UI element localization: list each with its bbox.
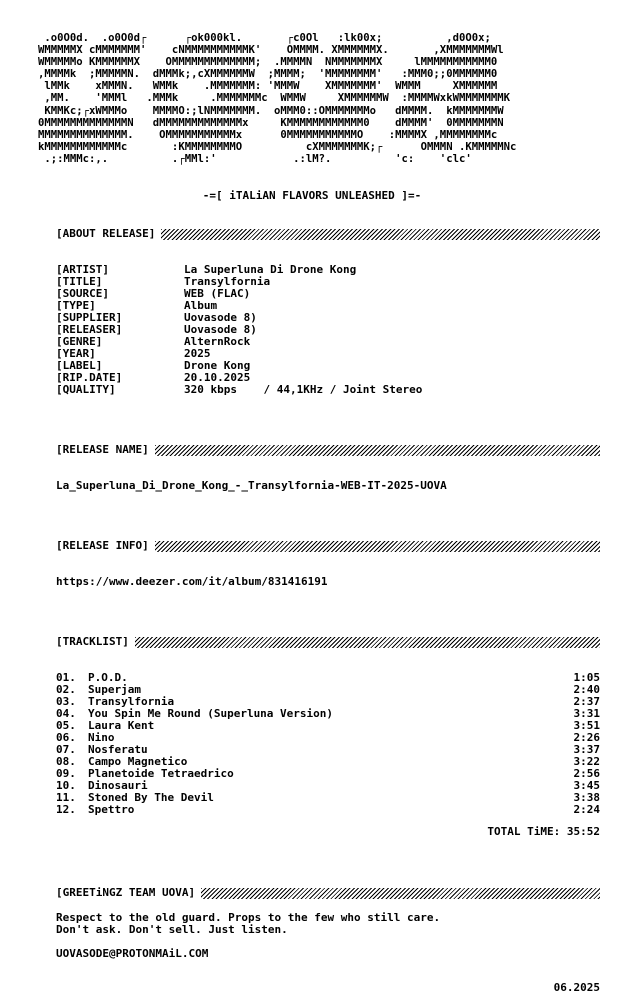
- field-key: [LABEL]: [56, 359, 103, 372]
- track-duration: 2:26: [573, 731, 600, 744]
- release-name-value: La_Superluna_Di_Drone_Kong_-_Transylfornia-WEB-IT-2025-UOVA: [56, 479, 447, 492]
- section-about-release: [56, 227, 600, 241]
- tagline: -=[ iTALiAN FLAVORS UNLEASHED ]=-: [202, 189, 422, 202]
- track-duration: 2:37: [573, 695, 600, 708]
- track-title: Spettro: [88, 803, 135, 816]
- field-value: La Superluna Di Drone Kong: [184, 263, 357, 276]
- contact-email: UOVASODE@PROTONMAiL.COM: [56, 947, 209, 960]
- field-key: [SOURCE]: [56, 287, 109, 300]
- track-title: Dinosauri: [88, 779, 148, 792]
- hatch-divider: [135, 637, 600, 648]
- track-number: 06.: [56, 731, 76, 744]
- track-title: Stoned By The Devil: [88, 791, 214, 804]
- field-key: [TITLE]: [56, 275, 103, 288]
- greeting-line-2: Don't ask. Don't sell. Just listen.: [56, 923, 288, 936]
- footer-date: 06.2025: [553, 981, 600, 994]
- field-type: [56, 300, 600, 312]
- track-number: 09.: [56, 767, 76, 780]
- field-artist: [56, 264, 600, 276]
- track-number: 05.: [56, 719, 76, 732]
- field-value: Uovasode 8): [184, 323, 257, 336]
- field-value: 20.10.2025: [184, 371, 251, 384]
- track-number: 04.: [56, 707, 76, 720]
- field-value: Album: [184, 299, 218, 312]
- hatch-divider: [161, 229, 600, 240]
- section-header: [TRACKLIST]: [56, 635, 129, 648]
- field-value: AlternRock: [184, 335, 251, 348]
- section-header: [ABOUT RELEASE]: [56, 227, 156, 240]
- field-key: [QUALITY]: [56, 383, 116, 396]
- field-releaser: [56, 324, 600, 336]
- track-title: Campo Magnetico: [88, 755, 188, 768]
- field-value: 320 kbps / 44,1KHz / Joint Stereo: [184, 383, 423, 396]
- release-info-link[interactable]: https://www.deezer.com/it/album/831416191: [56, 575, 328, 588]
- track-duration: 3:51: [573, 719, 600, 732]
- field-key: [TYPE]: [56, 299, 96, 312]
- hatch-divider: [201, 888, 600, 899]
- field-quality: [56, 384, 600, 396]
- track-number: 08.: [56, 755, 76, 768]
- field-genre: [56, 336, 600, 348]
- field-value: WEB (FLAC): [184, 287, 251, 300]
- track-number: 10.: [56, 779, 76, 792]
- track-duration: 3:45: [573, 779, 600, 792]
- track-duration: 3:31: [573, 707, 600, 720]
- track-duration: 2:24: [573, 803, 600, 816]
- section-header: [RELEASE NAME]: [56, 443, 149, 456]
- section-tracklist: [56, 635, 600, 649]
- field-key: [GENRE]: [56, 335, 103, 348]
- track-title: You Spin Me Round (Superluna Version): [88, 707, 334, 720]
- track-duration: 3:37: [573, 743, 600, 756]
- field-key: [RELEASER]: [56, 323, 123, 336]
- field-value: Uovasode 8): [184, 311, 257, 324]
- track-row: [56, 720, 600, 732]
- track-duration: 1:05: [573, 671, 600, 684]
- total-time: TOTAL TiME: 35:52: [487, 825, 600, 838]
- field-key: [RIP.DATE]: [56, 371, 123, 384]
- track-number: 02.: [56, 683, 76, 696]
- field-key: [SUPPLIER]: [56, 311, 123, 324]
- track-number: 01.: [56, 671, 76, 684]
- field-key: [YEAR]: [56, 347, 96, 360]
- track-duration: 3:38: [573, 791, 600, 804]
- section-header: [GREETiNGZ TEAM UOVA]: [56, 886, 196, 899]
- section-greetings: [56, 886, 600, 900]
- section-release-name: [56, 443, 600, 457]
- track-title: Superjam: [88, 683, 141, 696]
- track-title: Transylfornia: [88, 695, 175, 708]
- greeting-line-1: Respect to the old guard. Props to the few who still care.: [56, 911, 441, 924]
- track-number: 07.: [56, 743, 76, 756]
- hatch-divider: [155, 445, 600, 456]
- field-value: 2025: [184, 347, 211, 360]
- field-title: [56, 276, 600, 288]
- field-label: [56, 360, 600, 372]
- field-supplier: [56, 312, 600, 324]
- track-title: Laura Kent: [88, 719, 155, 732]
- section-header: [RELEASE INFO]: [56, 539, 149, 552]
- track-duration: 2:40: [573, 683, 600, 696]
- section-release-info: [56, 539, 600, 553]
- ascii-art-logo: .o0O0d. .o0O0d┌ ┌ok000kl. ┌c0Ol :lk00x; ,d0O0x; WMMMMMX cMMMMMMM' cNMMMMMMMMMMK' OMMMM. XMMMMMMX. ,XMMMMMMMWl WMMMMMo KMMMMMMX OMMMMMMMMMMMMM; .MMMMN NMMMMMMMX lMMMMMMMMMMM0 ,MMMMk ;MMMMMN. dMMMk;,cXMMMMMMW ;MMMM; 'MMMMMMMM' :MMM0;;0MMMMMM0 lMMk xMMMN. WMMk .MMMMMMM: 'MMMW XMMMMMMM' WMMM XMMMMMM ,MM. 'MMMl .MMMk .MMMMMMMc WMMW XMMMMMMW :MMMMWxkWMMMMMMMK KMMKc;┌xWMMMo MMMMO:;lNMMMMMMM. oMMM0::OMMMMMMMo dMMMM. kMMMMMMMW 0MMMMMMMMMMMMMN dMMMMMMMMMMMMMx KMMMMMMMMMMMM0 dMMMM' 0MMMMMMMN MMMMMMMMMMMMMM. OMMMMMMMMMMMx 0MMMMMMMMMMMO :MMMMX ,MMMMMMMMc kMMMMMMMMMMMMc :KMMMMMMMMO cXMMMMMMMK;┌ OMMMN .KMMMMMNc .;:MMMc:,. .┌MMl:' .:lM?. 'c: 'clc': [38, 32, 517, 165]
- track-duration: 2:56: [573, 767, 600, 780]
- track-number: 11.: [56, 791, 76, 804]
- field-year: [56, 348, 600, 360]
- track-number: 03.: [56, 695, 76, 708]
- hatch-divider: [155, 541, 600, 552]
- track-title: Nino: [88, 731, 115, 744]
- track-row: [56, 792, 600, 804]
- track-number: 12.: [56, 803, 76, 816]
- track-title: P.O.D.: [88, 671, 128, 684]
- track-duration: 3:22: [573, 755, 600, 768]
- field-value: Transylfornia: [184, 275, 271, 288]
- field-value: Drone Kong: [184, 359, 251, 372]
- field-key: [ARTIST]: [56, 263, 109, 276]
- track-title: Planetoide Tetraedrico: [88, 767, 234, 780]
- field-source: [56, 288, 600, 300]
- track-title: Nosferatu: [88, 743, 148, 756]
- track-row: [56, 804, 600, 816]
